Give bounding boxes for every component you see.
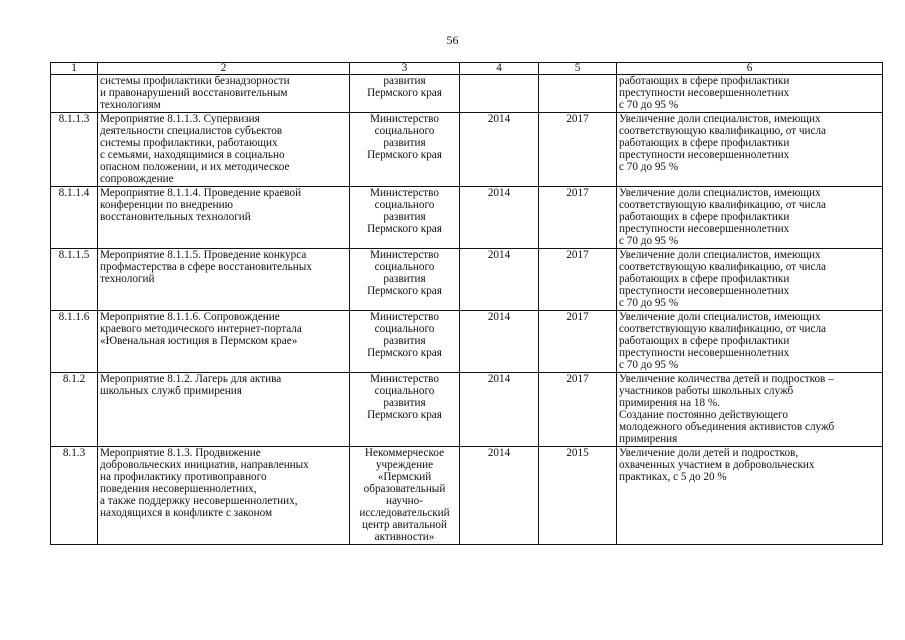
activity-cell-line: а также поддержку несовершеннолетних, (100, 495, 298, 507)
executor-cell (350, 447, 460, 545)
executor-cell-line: развития (383, 335, 426, 347)
executor-cell-line: развития (383, 273, 426, 285)
column-header: 1 (51, 63, 98, 75)
row-number: 8.1.2 (51, 373, 98, 447)
result-cell-line: молодежного объединения активистов служб (619, 421, 835, 433)
activity-cell (98, 373, 350, 447)
executor-cell-line: Министерство (370, 311, 439, 323)
column-header: 2 (98, 63, 350, 75)
activity-cell-line: краевого методического интернет-портала (100, 323, 302, 335)
result-cell-line: соответствующую квалификацию, от числа (619, 261, 827, 273)
end-year: 2017 (539, 311, 617, 373)
activity-cell (98, 187, 350, 249)
activity-cell-line: поведения несовершеннолетних, (100, 483, 257, 495)
row-number: 8.1.1.4 (51, 187, 98, 249)
executor-cell-line: научно- (386, 495, 423, 507)
activity-cell (98, 113, 350, 187)
executor-cell-line: Пермского края (367, 87, 442, 99)
table-row (51, 311, 883, 373)
result-cell-line: Увеличение количества детей и подростков – (619, 373, 834, 385)
activity-cell-line: «Ювенальная юстиция в Пермском крае» (100, 335, 298, 347)
activity-cell-line: Мероприятие 8.1.1.3. Супервизия (100, 113, 260, 125)
result-cell-line: примирения на 18 %. (619, 397, 720, 409)
executor-cell-line: развития (383, 397, 426, 409)
activity-cell-line: школьных служб примирения (100, 385, 242, 397)
activity-cell (98, 75, 350, 113)
activity-cell-line: системы профилактики, работающих (100, 137, 278, 149)
result-cell (617, 187, 883, 249)
executor-cell-line: учреждение (375, 459, 434, 471)
start-year (460, 75, 539, 113)
activity-cell-line: сопровождение (100, 173, 174, 185)
result-cell (617, 311, 883, 373)
result-cell-line: работающих в сфере профилактики (619, 75, 790, 87)
result-cell-line: участников работы школьных служб (619, 385, 794, 397)
activity-cell-line: Мероприятие 8.1.1.4. Проведение краевой (100, 187, 302, 199)
row-number (51, 75, 98, 113)
table-row (51, 113, 883, 187)
executor-cell-line: социального (374, 125, 435, 137)
result-cell-line: с 70 до 95 % (619, 99, 679, 111)
page-number: 56 (446, 33, 459, 47)
activity-cell-line: деятельности специалистов субъектов (100, 125, 283, 137)
row-number: 8.1.1.6 (51, 311, 98, 373)
result-cell-line: практиках, с 5 до 20 % (619, 471, 727, 483)
result-cell-line: с 70 до 95 % (619, 297, 679, 309)
executor-cell-line: центр авитальной (362, 519, 447, 531)
result-cell-line: работающих в сфере профилактики (619, 273, 790, 285)
executor-cell-line: «Пермский (377, 471, 432, 483)
column-header: 4 (460, 63, 539, 75)
activity-cell-line: системы профилактики безнадзорности (100, 75, 290, 87)
result-cell-line: соответствующую квалификацию, от числа (619, 199, 827, 211)
result-cell-line: преступности несовершеннолетних (619, 223, 790, 235)
executor-cell (350, 187, 460, 249)
executor-cell-line: Пермского края (367, 223, 442, 235)
end-year: 2017 (539, 373, 617, 447)
activity-cell (98, 249, 350, 311)
executor-cell-line: социального (374, 199, 435, 211)
activity-cell-line: технологиям (100, 99, 161, 111)
executor-cell-line: Министерство (370, 249, 439, 261)
column-header: 3 (350, 63, 460, 75)
activity-cell (98, 311, 350, 373)
result-cell (617, 113, 883, 187)
activity-cell-line: Мероприятие 8.1.1.6. Сопровождение (100, 311, 280, 323)
executor-cell-line: развития (383, 211, 426, 223)
executor-cell-line: Министерство (370, 187, 439, 199)
row-number: 8.1.1.5 (51, 249, 98, 311)
result-cell-line: преступности несовершеннолетних (619, 149, 790, 161)
activity-cell-line: на профилактику противоправного (100, 471, 267, 483)
activity-cell-line: и правонарушений восстановительным (100, 87, 288, 99)
executor-cell-line: Пермского края (367, 409, 442, 421)
executor-cell-line: образовательный (363, 483, 446, 495)
activity-cell (98, 447, 350, 545)
end-year: 2017 (539, 187, 617, 249)
table-header-row (51, 63, 883, 75)
executor-cell-line: исследовательский (359, 507, 450, 519)
executor-cell-line: Министерство (370, 113, 439, 125)
result-cell-line: преступности несовершеннолетних (619, 87, 790, 99)
executor-cell (350, 373, 460, 447)
executor-cell-line: Некоммерческое (364, 447, 445, 459)
executor-cell (350, 113, 460, 187)
result-cell-line: соответствующую квалификацию, от числа (619, 323, 827, 335)
table-row (51, 75, 883, 113)
result-cell-line: Увеличение доли специалистов, имеющих (619, 113, 821, 125)
table-row (51, 373, 883, 447)
result-cell-line: преступности несовершеннолетних (619, 347, 790, 359)
executor-cell-line: Пермского края (367, 285, 442, 297)
executor-cell-line: социального (374, 261, 435, 273)
column-header: 5 (539, 63, 617, 75)
end-year: 2015 (539, 447, 617, 545)
activity-cell-line: с семьями, находящимися в социально (100, 149, 285, 161)
activity-cell-line: Мероприятие 8.1.1.5. Проведение конкурса (100, 249, 307, 261)
result-cell-line: преступности несовершеннолетних (619, 285, 790, 297)
end-year: 2017 (539, 249, 617, 311)
result-cell-line: с 70 до 95 % (619, 161, 679, 173)
result-cell-line: Увеличение доли специалистов, имеющих (619, 249, 821, 261)
result-cell-line: работающих в сфере профилактики (619, 211, 790, 223)
executor-cell-line: развития (383, 75, 426, 87)
activity-cell-line: Мероприятие 8.1.3. Продвижение (100, 447, 261, 459)
executor-cell (350, 249, 460, 311)
result-cell-line: с 70 до 95 % (619, 359, 679, 371)
start-year: 2014 (460, 249, 539, 311)
end-year (539, 75, 617, 113)
result-cell-line: охваченных участием в добровольческих (619, 459, 815, 471)
result-cell-line: примирения (619, 433, 678, 445)
row-number: 8.1.3 (51, 447, 98, 545)
column-header: 6 (617, 63, 883, 75)
start-year: 2014 (460, 113, 539, 187)
result-cell (617, 373, 883, 447)
executor-cell-line: социального (374, 323, 435, 335)
result-cell-line: Увеличение доли специалистов, имеющих (619, 187, 821, 199)
activity-cell-line: добровольческих инициатив, направленных (100, 459, 309, 471)
executor-cell-line: активности» (374, 531, 435, 543)
table-row (51, 187, 883, 249)
table-row (51, 249, 883, 311)
result-cell (617, 249, 883, 311)
activity-cell-line: профмастерства в сфере восстановительных (100, 261, 312, 273)
activity-cell-line: технологий (100, 273, 155, 285)
result-cell-line: Увеличение доли специалистов, имеющих (619, 311, 821, 323)
activity-cell-line: восстановительных технологий (100, 211, 251, 223)
result-cell-line: соответствующую квалификацию, от числа (619, 125, 827, 137)
result-cell-line: Увеличение доли детей и подростков, (619, 447, 799, 459)
executor-cell-line: Пермского края (367, 149, 442, 161)
executor-cell (350, 311, 460, 373)
executor-cell-line: Министерство (370, 373, 439, 385)
executor-cell-line: Пермского края (367, 347, 442, 359)
result-cell-line: Создание постоянно действующего (619, 409, 788, 421)
end-year: 2017 (539, 113, 617, 187)
activity-cell-line: конференции по внедрению (100, 199, 234, 211)
executor-cell-line: социального (374, 385, 435, 397)
result-cell-line: с 70 до 95 % (619, 235, 679, 247)
result-cell-line: работающих в сфере профилактики (619, 137, 790, 149)
start-year: 2014 (460, 187, 539, 249)
activity-cell-line: Мероприятие 8.1.2. Лагерь для актива (100, 373, 282, 385)
start-year: 2014 (460, 373, 539, 447)
activities-table (50, 62, 883, 545)
result-cell (617, 75, 883, 113)
table-row (51, 447, 883, 545)
start-year: 2014 (460, 447, 539, 545)
start-year: 2014 (460, 311, 539, 373)
result-cell (617, 447, 883, 545)
executor-cell (350, 75, 460, 113)
table-body (51, 75, 883, 545)
executor-cell-line: развития (383, 137, 426, 149)
row-number: 8.1.1.3 (51, 113, 98, 187)
activity-cell-line: опасном положении, и их методическое (100, 161, 290, 173)
activity-cell-line: находящихся в конфликте с законом (100, 507, 273, 519)
result-cell-line: работающих в сфере профилактики (619, 335, 790, 347)
